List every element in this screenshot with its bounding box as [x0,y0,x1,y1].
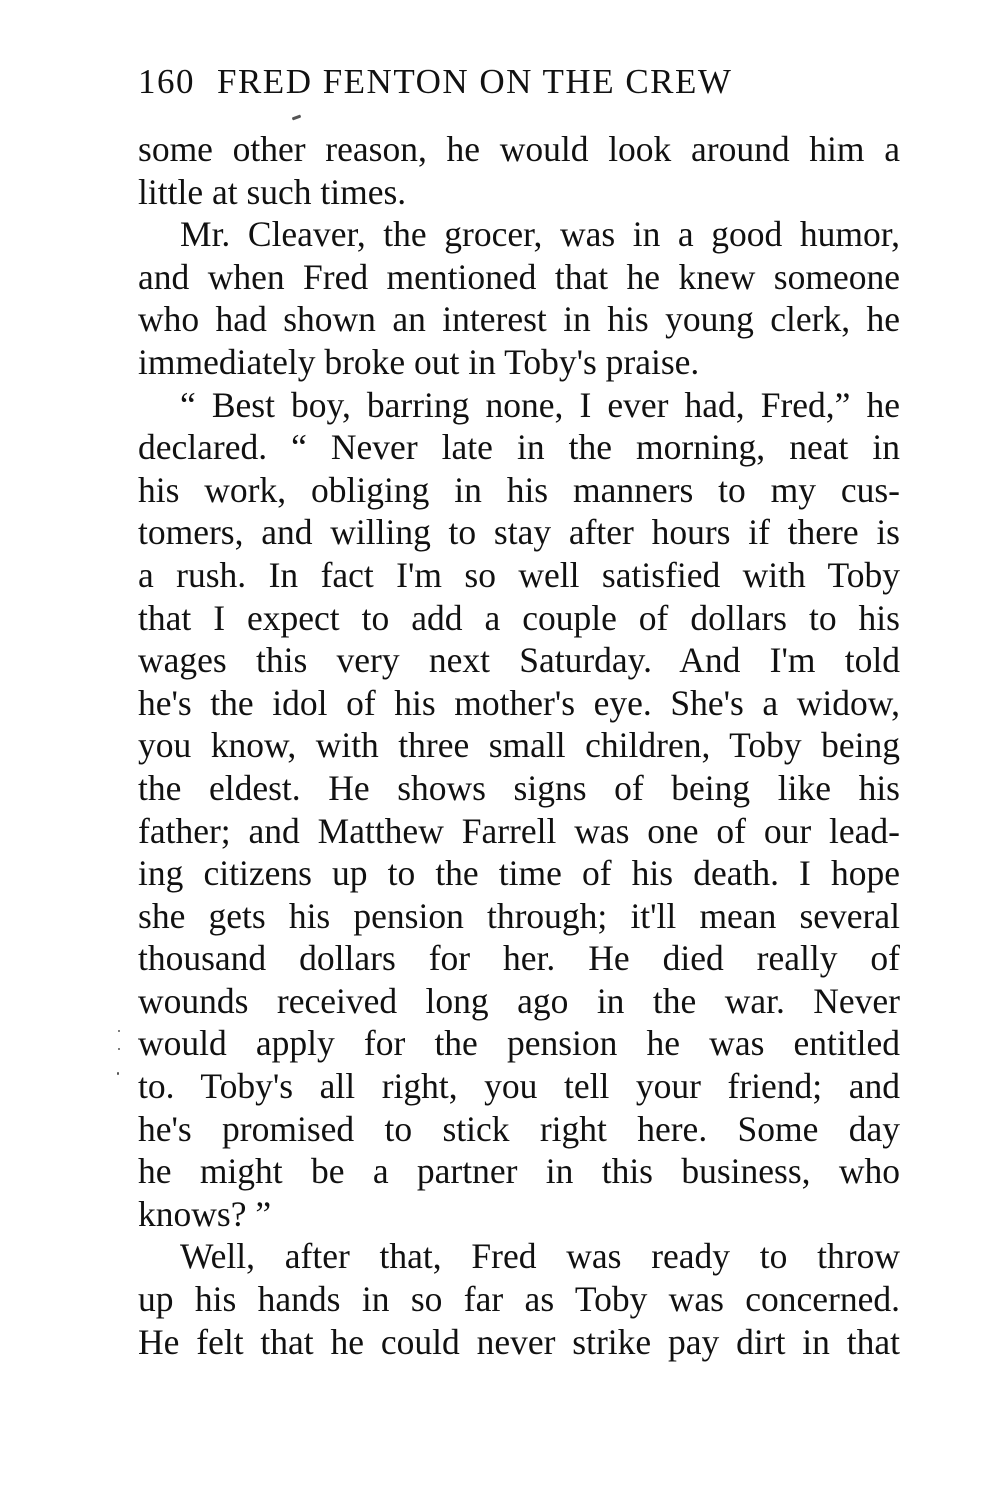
print-speck [118,1030,120,1032]
text-line: and when Fred mentioned that he knew someone [138,256,900,297]
running-title: FRED FENTON ON THE CREW [217,62,733,101]
body-text [138,128,900,1363]
text-line: wages this very next Saturday. And I'm told [138,640,900,681]
text-line: immediately broke out in Toby's praise. [138,341,700,382]
text-line: tomers, and willing to stay after hours if there is [138,512,900,553]
text-line: he might be a partner in this business, who [138,1151,900,1192]
text-line: little at such times. [138,171,407,212]
text-line: she gets his pension through; it'll mean several [138,895,900,936]
text-line: father; and Matthew Farrell was one of our lead- [138,810,900,851]
text-line: up his hands in so far as Toby was concerned. [138,1279,900,1320]
text-line: thousand dollars for her. He died really of [138,938,900,979]
page-number: 160 [138,62,195,101]
text-line: who had shown an interest in his young clerk, he [138,299,900,340]
text-line: to. Toby's all right, you tell your friend; and [138,1066,900,1107]
text-line: he's the idol of his mother's eye. She's a widow, [138,682,900,723]
text-line: knows? ” [138,1193,272,1234]
print-speck [117,1072,119,1075]
text-line: his work, obliging in his manners to my cus- [138,469,900,510]
text-line: the eldest. He shows signs of being like his [138,767,900,808]
print-speck [118,1048,120,1050]
text-line: Mr. Cleaver, the grocer, was in a good humor, [180,214,900,255]
running-header [138,62,898,102]
text-line: declared. “ Never late in the morning, neat in [138,427,900,468]
text-line: Well, after that, Fred was ready to throw [180,1236,900,1277]
text-line: “ Best boy, barring none, I ever had, Fred,” he [180,384,900,425]
text-line: He felt that he could never strike pay dirt in that [138,1321,900,1362]
text-line: he's promised to stick right here. Some day [138,1108,900,1149]
text-line: that I expect to add a couple of dollars to his [138,597,900,638]
text-line: some other reason, he would look around him a [138,129,900,169]
text-line: a rush. In fact I'm so well satisfied with Toby [138,554,900,595]
text-line: ing citizens up to the time of his death. I hope [138,853,900,894]
print-speck [292,115,301,121]
text-line: wounds received long ago in the war. Never [138,980,900,1021]
text-line: would apply for the pension he was entitled [138,1023,900,1064]
text-line: you know, with three small children, Toby being [138,725,900,766]
